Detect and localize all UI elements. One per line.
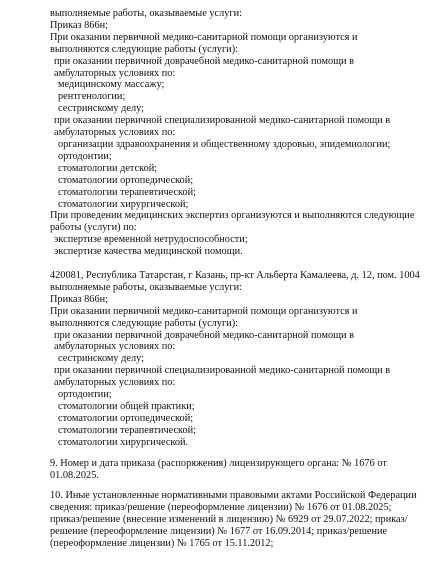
specialized-care-heading: при оказании первичной специализированной медико-санитарной помощи в амбулаторных условиях по: [54,115,391,139]
works-services-label: выполняемые работы, оказываемые услуги: [50,8,242,19]
list-item: стоматологии терапевтической; [58,186,197,198]
list-item: стоматологии хирургической. [58,436,189,448]
list-item: сестринскому делу; [58,353,144,365]
list-item: стоматологии детской; [58,162,158,174]
section-activity-list-2 [50,270,418,449]
works-services-label: выполняемые работы, оказываемые услуги: [50,281,242,293]
section-activity-list-1 [50,8,418,258]
address: 420081, Республика Татарстан, г Казань, пр-кт Альберта Камалеева, д. 12, пом. 1004 [50,270,420,282]
item-10-other-info: 10. Иные установленные нормативными правовыми актами Российской Федерации сведения: приказ/решение (переоформление лицензии) № 1676 от 01.08.2025; приказ/решение (внесение изменений в лицензию) № 6929 от 29.07.2022; приказ/решение (переоформление лицензии) № 1677 от 16.09.2014; приказ/решение (переоформление лицензии) № 1765 от 15.11.2012; [50,490,417,550]
primary-care-intro: При оказании первичной медико-санитарной помощи организуются и выполняются следующие работы (услуги): [50,31,358,55]
list-item: стоматологии общей практики; [58,401,195,412]
expertise-intro: При проведении медицинских экспертиз организуются и выполняются следующие работы (услуги) по: [50,210,415,234]
primary-care-intro: При оказании первичной медико-санитарной помощи организуются и выполняются следующие работы (услуги): [50,305,358,329]
list-item: стоматологии хирургической; [58,198,189,210]
list-item: экспертизе качества медицинской помощи. [54,246,243,258]
order-ref: Приказ 866н; [50,19,108,31]
list-item: рентгенологии; [58,91,126,103]
list-item: экспертизе временной нетрудоспособности; [54,234,248,246]
item-9-order-number: 9. Номер и дата приказа (распоряжения) лицензирующего органа: № 1676 от 01.08.2025. [50,457,387,481]
list-item: ортодонтии; [58,150,112,162]
prehospital-care-heading: при оказании первичной доврачебной медико-санитарной помощи в амбулаторных условиях по: [54,329,354,353]
list-item: сестринскому делу; [58,103,144,115]
list-item: медицинскому массажу; [58,79,165,91]
list-item: организации здравоохранения и общественному здоровью, эпидемиологии; [58,138,391,150]
order-ref: Приказ 866н; [50,293,108,305]
specialized-care-heading: при оказании первичной специализированной медико-санитарной помощи в амбулаторных условиях по: [54,365,391,389]
list-item: стоматологии ортопедической; [58,412,194,424]
list-item: стоматологии ортопедической; [58,174,194,186]
list-item: стоматологии терапевтической; [58,424,197,436]
prehospital-care-heading: при оказании первичной доврачебной медико-санитарной помощи в амбулаторных условиях по: [54,55,354,79]
list-item: ортодонтии; [58,389,112,401]
